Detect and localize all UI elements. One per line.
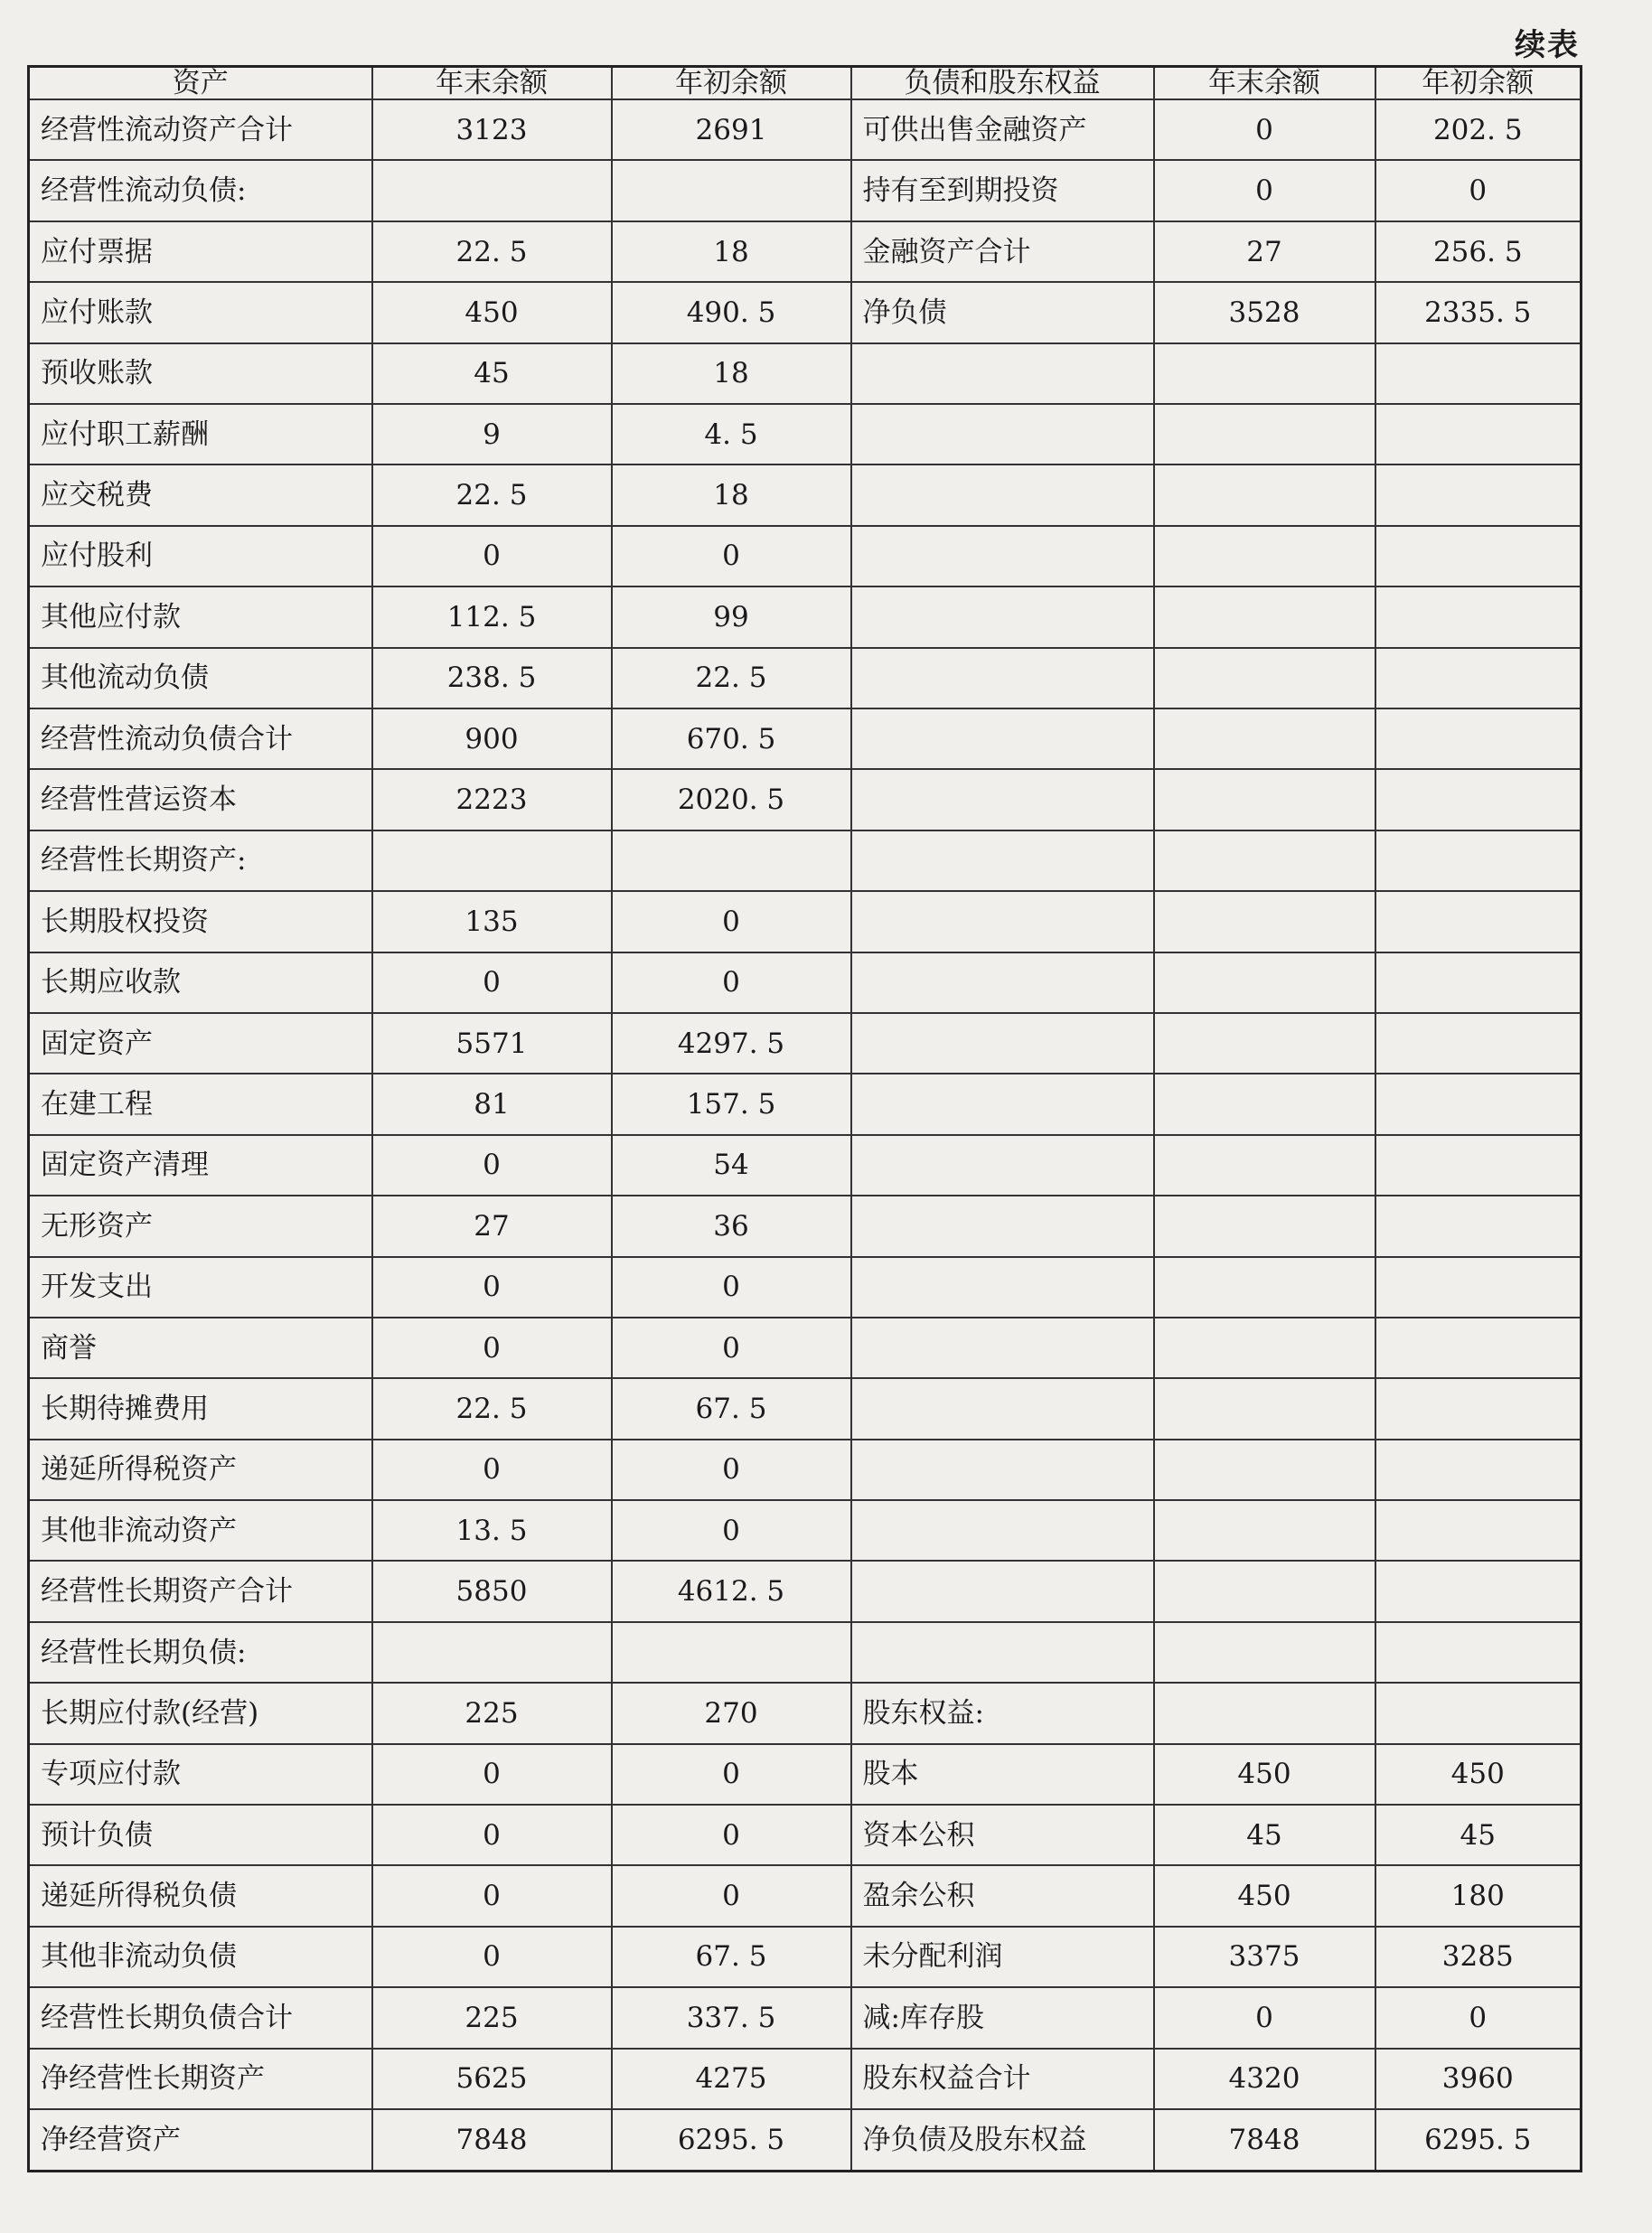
asset-item-label: 经营性长期负债: [29, 1622, 372, 1683]
liability-year-begin-value: 2335. 5 [1375, 282, 1582, 342]
liability-year-end-value [1154, 1683, 1375, 1743]
header-liabilities-equity: 负债和股东权益 [851, 67, 1154, 100]
asset-year-begin-value [612, 160, 851, 220]
liability-item-label: 金融资产合计 [851, 221, 1154, 282]
asset-year-end-value: 450 [372, 282, 612, 342]
asset-item-label: 递延所得税资产 [29, 1440, 372, 1500]
asset-item-label: 经营性长期资产合计 [29, 1561, 372, 1621]
liability-year-begin-value [1375, 1074, 1582, 1134]
table-row [29, 708, 1582, 769]
liability-year-begin-value [1375, 464, 1582, 525]
asset-year-begin-value: 36 [612, 1196, 851, 1256]
table-row [29, 1865, 1582, 1926]
asset-year-begin-value: 18 [612, 343, 851, 404]
asset-item-label: 在建工程 [29, 1074, 372, 1134]
liability-year-begin-value: 0 [1375, 160, 1582, 220]
asset-item-label: 长期应收款 [29, 952, 372, 1013]
asset-year-end-value: 22. 5 [372, 464, 612, 525]
asset-year-end-value: 0 [372, 526, 612, 586]
liability-item-label: 股东权益: [851, 1683, 1154, 1743]
asset-item-label: 商誉 [29, 1318, 372, 1378]
asset-year-end-value: 45 [372, 343, 612, 404]
liability-item-label [851, 769, 1154, 830]
header-liabilities-year-begin: 年初余额 [1375, 67, 1582, 100]
liability-year-begin-value: 3285 [1375, 1927, 1582, 1987]
liability-year-begin-value [1375, 1318, 1582, 1378]
liability-item-label [851, 343, 1154, 404]
asset-item-label: 长期待摊费用 [29, 1378, 372, 1439]
asset-year-end-value: 225 [372, 1987, 612, 2048]
liability-item-label: 净负债及股东权益 [851, 2109, 1154, 2172]
liability-year-begin-value [1375, 586, 1582, 647]
liability-year-end-value [1154, 952, 1375, 1013]
asset-year-end-value: 225 [372, 1683, 612, 1743]
liability-year-end-value [1154, 1013, 1375, 1074]
asset-year-begin-value: 2020. 5 [612, 769, 851, 830]
asset-year-begin-value: 0 [612, 1257, 851, 1318]
asset-year-begin-value: 67. 5 [612, 1378, 851, 1439]
liability-year-begin-value: 6295. 5 [1375, 2109, 1582, 2172]
liability-item-label [851, 1622, 1154, 1683]
table-row [29, 343, 1582, 404]
asset-year-begin-value [612, 1622, 851, 1683]
header-assets-year-end: 年末余额 [372, 67, 612, 100]
liability-year-end-value [1154, 1440, 1375, 1500]
asset-year-begin-value: 54 [612, 1135, 851, 1196]
liability-item-label [851, 1257, 1154, 1318]
asset-year-end-value: 0 [372, 1257, 612, 1318]
asset-item-label: 开发支出 [29, 1257, 372, 1318]
liability-item-label [851, 830, 1154, 891]
asset-year-begin-value: 4275 [612, 2049, 851, 2109]
table-row [29, 891, 1582, 952]
liability-year-end-value: 27 [1154, 221, 1375, 282]
asset-item-label: 经营性流动资产合计 [29, 99, 372, 160]
asset-year-begin-value: 4. 5 [612, 404, 851, 464]
asset-year-end-value: 13. 5 [372, 1500, 612, 1561]
asset-year-end-value: 0 [372, 1927, 612, 1987]
asset-year-begin-value: 0 [612, 1865, 851, 1926]
liability-year-begin-value: 256. 5 [1375, 221, 1582, 282]
table-row [29, 1500, 1582, 1561]
liability-year-end-value: 450 [1154, 1744, 1375, 1805]
liability-item-label [851, 1378, 1154, 1439]
liability-year-begin-value: 202. 5 [1375, 99, 1582, 160]
table-row [29, 464, 1582, 525]
liability-year-end-value: 0 [1154, 1987, 1375, 2048]
liability-year-end-value [1154, 891, 1375, 952]
asset-year-end-value: 0 [372, 1440, 612, 1500]
asset-year-begin-value: 0 [612, 1500, 851, 1561]
table-row [29, 404, 1582, 464]
liability-year-end-value [1154, 830, 1375, 891]
asset-item-label: 预计负债 [29, 1805, 372, 1865]
table-row [29, 221, 1582, 282]
liability-item-label [851, 1135, 1154, 1196]
asset-item-label: 经营性长期资产: [29, 830, 372, 891]
asset-year-end-value: 5625 [372, 2049, 612, 2109]
liability-year-end-value: 3528 [1154, 282, 1375, 342]
asset-year-begin-value [612, 830, 851, 891]
table-row [29, 1805, 1582, 1865]
asset-year-end-value: 0 [372, 1865, 612, 1926]
liability-year-end-value [1154, 1318, 1375, 1378]
liability-year-begin-value [1375, 526, 1582, 586]
liability-year-end-value: 7848 [1154, 2109, 1375, 2172]
liability-item-label: 股本 [851, 1744, 1154, 1805]
liability-year-begin-value [1375, 1683, 1582, 1743]
liability-item-label: 股东权益合计 [851, 2049, 1154, 2109]
table-row [29, 1561, 1582, 1621]
asset-year-begin-value: 0 [612, 1440, 851, 1500]
liability-item-label [851, 586, 1154, 647]
liability-item-label: 可供出售金融资产 [851, 99, 1154, 160]
liability-year-end-value: 450 [1154, 1865, 1375, 1926]
asset-item-label: 应付账款 [29, 282, 372, 342]
asset-year-end-value [372, 1622, 612, 1683]
liability-year-begin-value [1375, 1622, 1582, 1683]
asset-year-end-value: 5850 [372, 1561, 612, 1621]
asset-item-label: 其他应付款 [29, 586, 372, 647]
liability-year-begin-value [1375, 830, 1582, 891]
asset-year-begin-value: 337. 5 [612, 1987, 851, 2048]
table-row [29, 648, 1582, 708]
table-row [29, 99, 1582, 160]
liability-item-label [851, 404, 1154, 464]
liability-item-label: 资本公积 [851, 1805, 1154, 1865]
liability-item-label: 盈余公积 [851, 1865, 1154, 1926]
table-row [29, 2109, 1582, 2172]
liability-year-end-value [1154, 1500, 1375, 1561]
asset-year-begin-value: 0 [612, 1318, 851, 1378]
liability-year-end-value [1154, 1561, 1375, 1621]
liability-year-begin-value [1375, 1196, 1582, 1256]
header-assets-year-begin: 年初余额 [612, 67, 851, 100]
asset-year-end-value: 0 [372, 1135, 612, 1196]
asset-item-label: 净经营性长期资产 [29, 2049, 372, 2109]
liability-year-end-value: 0 [1154, 99, 1375, 160]
liability-year-begin-value [1375, 343, 1582, 404]
asset-year-end-value [372, 830, 612, 891]
table-row [29, 1257, 1582, 1318]
liability-year-end-value [1154, 464, 1375, 525]
liability-year-end-value [1154, 1622, 1375, 1683]
liability-year-begin-value [1375, 769, 1582, 830]
liability-item-label [851, 1318, 1154, 1378]
asset-year-begin-value: 99 [612, 586, 851, 647]
liability-year-end-value: 3375 [1154, 1927, 1375, 1987]
liability-year-end-value: 4320 [1154, 2049, 1375, 2109]
table-row [29, 1135, 1582, 1196]
liability-year-begin-value: 0 [1375, 1987, 1582, 2048]
asset-year-begin-value: 6295. 5 [612, 2109, 851, 2172]
liability-year-begin-value [1375, 1378, 1582, 1439]
liability-year-end-value [1154, 708, 1375, 769]
asset-item-label: 长期应付款(经营) [29, 1683, 372, 1743]
asset-item-label: 经营性流动负债: [29, 160, 372, 220]
liability-year-end-value [1154, 1257, 1375, 1318]
asset-year-end-value: 22. 5 [372, 1378, 612, 1439]
header-row [29, 67, 1582, 100]
table-row [29, 526, 1582, 586]
asset-year-end-value: 2223 [372, 769, 612, 830]
liability-year-end-value [1154, 1135, 1375, 1196]
asset-item-label: 应交税费 [29, 464, 372, 525]
asset-item-label: 应付股利 [29, 526, 372, 586]
liability-year-begin-value: 450 [1375, 1744, 1582, 1805]
asset-year-end-value: 7848 [372, 2109, 612, 2172]
asset-year-end-value: 5571 [372, 1013, 612, 1074]
asset-year-begin-value: 67. 5 [612, 1927, 851, 1987]
liability-item-label [851, 1561, 1154, 1621]
liability-item-label [851, 1500, 1154, 1561]
asset-year-end-value: 22. 5 [372, 221, 612, 282]
asset-item-label: 固定资产清理 [29, 1135, 372, 1196]
asset-year-end-value: 27 [372, 1196, 612, 1256]
liability-year-begin-value [1375, 404, 1582, 464]
asset-year-begin-value: 270 [612, 1683, 851, 1743]
asset-year-end-value: 135 [372, 891, 612, 952]
asset-year-end-value: 81 [372, 1074, 612, 1134]
table-row [29, 1074, 1582, 1134]
table-row [29, 1196, 1582, 1256]
asset-year-begin-value: 2691 [612, 99, 851, 160]
table-row [29, 1683, 1582, 1743]
header-liabilities-year-end: 年末余额 [1154, 67, 1375, 100]
asset-year-begin-value: 0 [612, 891, 851, 952]
asset-item-label: 预收账款 [29, 343, 372, 404]
liability-year-end-value [1154, 648, 1375, 708]
liability-year-begin-value: 180 [1375, 1865, 1582, 1926]
liability-year-end-value: 0 [1154, 160, 1375, 220]
liability-item-label [851, 1013, 1154, 1074]
liability-year-begin-value [1375, 1135, 1582, 1196]
asset-item-label: 经营性营运资本 [29, 769, 372, 830]
asset-year-end-value: 0 [372, 1318, 612, 1378]
table-row [29, 769, 1582, 830]
table-row [29, 1013, 1582, 1074]
asset-item-label: 递延所得税负债 [29, 1865, 372, 1926]
table-row [29, 2049, 1582, 2109]
liability-item-label [851, 1440, 1154, 1500]
asset-year-begin-value: 4297. 5 [612, 1013, 851, 1074]
liability-item-label [851, 464, 1154, 525]
asset-item-label: 其他流动负债 [29, 648, 372, 708]
table-row [29, 952, 1582, 1013]
asset-item-label: 其他非流动负债 [29, 1927, 372, 1987]
asset-item-label: 长期股权投资 [29, 891, 372, 952]
liability-year-end-value [1154, 404, 1375, 464]
asset-year-begin-value: 490. 5 [612, 282, 851, 342]
liability-item-label [851, 891, 1154, 952]
liability-year-begin-value [1375, 1500, 1582, 1561]
balance-sheet-table [27, 65, 1582, 2172]
asset-year-begin-value: 0 [612, 526, 851, 586]
table-row [29, 282, 1582, 342]
asset-year-end-value: 0 [372, 1744, 612, 1805]
asset-year-end-value: 238. 5 [372, 648, 612, 708]
asset-year-begin-value: 22. 5 [612, 648, 851, 708]
asset-year-begin-value: 0 [612, 952, 851, 1013]
asset-year-begin-value: 4612. 5 [612, 1561, 851, 1621]
liability-year-begin-value [1375, 1561, 1582, 1621]
liability-year-begin-value: 3960 [1375, 2049, 1582, 2109]
table-row [29, 1987, 1582, 2048]
table-row [29, 160, 1582, 220]
continued-table-label: 续表 [1515, 27, 1580, 63]
asset-item-label: 应付职工薪酬 [29, 404, 372, 464]
asset-item-label: 固定资产 [29, 1013, 372, 1074]
liability-year-begin-value [1375, 648, 1582, 708]
liability-year-begin-value: 45 [1375, 1805, 1582, 1865]
asset-year-begin-value: 0 [612, 1744, 851, 1805]
liability-item-label [851, 952, 1154, 1013]
asset-year-begin-value: 157. 5 [612, 1074, 851, 1134]
table-row [29, 1744, 1582, 1805]
asset-year-end-value: 112. 5 [372, 586, 612, 647]
asset-item-label: 经营性流动负债合计 [29, 708, 372, 769]
liability-item-label: 持有至到期投资 [851, 160, 1154, 220]
table-row [29, 1440, 1582, 1500]
asset-item-label: 专项应付款 [29, 1744, 372, 1805]
liability-year-begin-value [1375, 891, 1582, 952]
liability-year-begin-value [1375, 1013, 1582, 1074]
table-row [29, 1927, 1582, 1987]
liability-year-begin-value [1375, 1257, 1582, 1318]
asset-year-end-value: 0 [372, 952, 612, 1013]
table-row [29, 586, 1582, 647]
liability-item-label: 未分配利润 [851, 1927, 1154, 1987]
asset-item-label: 无形资产 [29, 1196, 372, 1256]
asset-year-end-value: 900 [372, 708, 612, 769]
asset-item-label: 经营性长期负债合计 [29, 1987, 372, 2048]
asset-year-end-value: 9 [372, 404, 612, 464]
table-row [29, 1622, 1582, 1683]
liability-item-label: 净负债 [851, 282, 1154, 342]
liability-item-label [851, 1196, 1154, 1256]
liability-item-label [851, 526, 1154, 586]
liability-year-end-value [1154, 526, 1375, 586]
liability-year-end-value [1154, 1074, 1375, 1134]
liability-year-begin-value [1375, 1440, 1582, 1500]
liability-year-end-value [1154, 1378, 1375, 1439]
asset-year-begin-value: 18 [612, 221, 851, 282]
header-assets: 资产 [29, 67, 372, 100]
liability-year-end-value [1154, 586, 1375, 647]
liability-year-end-value [1154, 343, 1375, 404]
asset-year-begin-value: 670. 5 [612, 708, 851, 769]
asset-year-begin-value: 18 [612, 464, 851, 525]
asset-item-label: 其他非流动资产 [29, 1500, 372, 1561]
table-row [29, 1318, 1582, 1378]
asset-year-begin-value: 0 [612, 1805, 851, 1865]
liability-item-label [851, 1074, 1154, 1134]
liability-item-label [851, 708, 1154, 769]
table-row [29, 830, 1582, 891]
liability-year-end-value [1154, 1196, 1375, 1256]
liability-year-begin-value [1375, 708, 1582, 769]
asset-year-end-value: 3123 [372, 99, 612, 160]
liability-year-end-value [1154, 769, 1375, 830]
liability-item-label: 减:库存股 [851, 1987, 1154, 2048]
liability-year-begin-value [1375, 952, 1582, 1013]
asset-item-label: 净经营资产 [29, 2109, 372, 2172]
liability-year-end-value: 45 [1154, 1805, 1375, 1865]
asset-year-end-value [372, 160, 612, 220]
liability-item-label [851, 648, 1154, 708]
asset-item-label: 应付票据 [29, 221, 372, 282]
table-row [29, 1378, 1582, 1439]
asset-year-end-value: 0 [372, 1805, 612, 1865]
